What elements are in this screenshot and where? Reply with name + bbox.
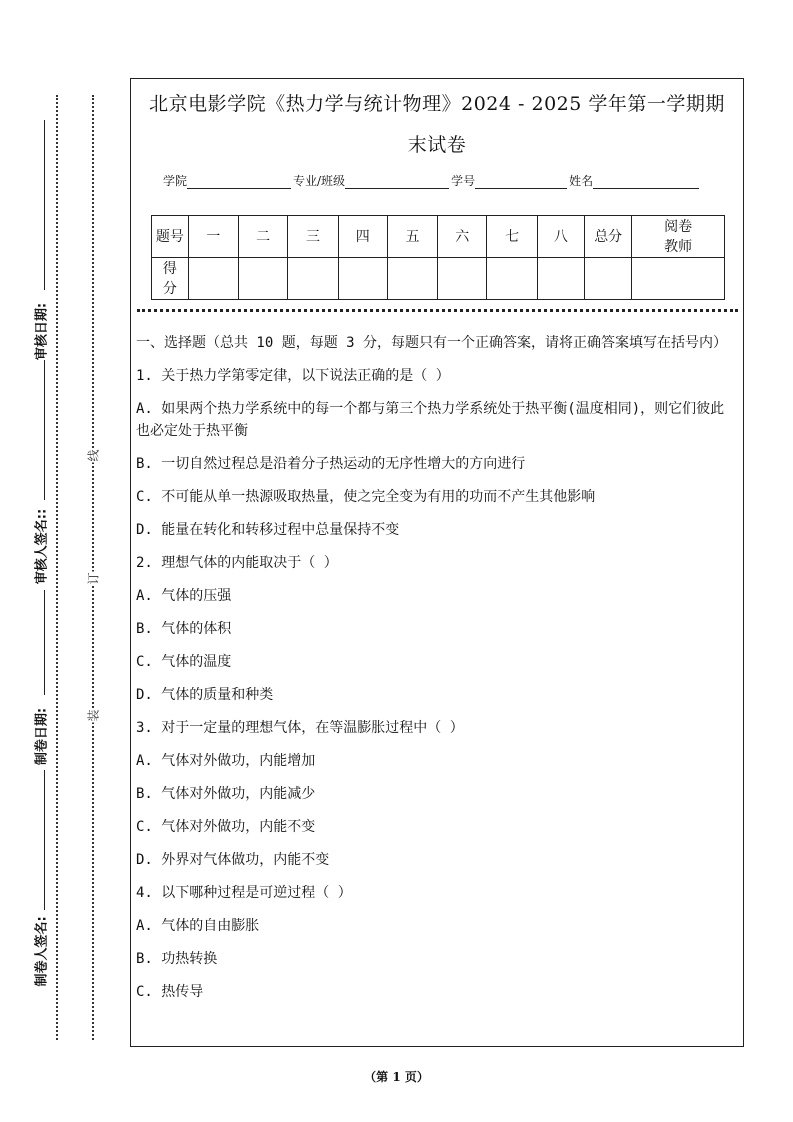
option: B. 气体对外做功，内能减少 xyxy=(136,786,316,802)
author-signature-underline xyxy=(44,770,45,910)
score-cell[interactable] xyxy=(585,258,632,300)
score-cell[interactable] xyxy=(487,258,537,300)
question: 1. 关于热力学第零定律，以下说法正确的是（ ） xyxy=(136,368,450,384)
score-cell[interactable] xyxy=(188,258,238,300)
header-cell: 四 xyxy=(338,216,387,258)
review-date-underline xyxy=(44,120,45,290)
option: C. 气体对外做功，内能不变 xyxy=(136,819,316,835)
question: 3. 对于一定量的理想气体，在等温膨胀过程中（ ） xyxy=(136,720,464,736)
section-divider xyxy=(137,309,738,312)
questions xyxy=(136,332,738,1014)
paper-date-label: 制卷日期: xyxy=(34,707,50,766)
score-cell[interactable] xyxy=(338,258,387,300)
reviewer-signature-label: 审核人签名:: xyxy=(34,508,50,585)
binding-char-xian: 线 xyxy=(86,449,101,462)
student-id-field[interactable] xyxy=(475,174,567,189)
name-field[interactable] xyxy=(593,174,699,189)
option: D. 外界对气体做功，内能不变 xyxy=(136,852,330,868)
header-cell: 总分 xyxy=(585,216,632,258)
score-cell[interactable] xyxy=(239,258,288,300)
question: 2. 理想气体的内能取决于（ ） xyxy=(136,555,338,571)
score-table xyxy=(151,215,725,300)
header-cell: 阅卷教师 xyxy=(632,216,725,258)
option: B. 功热转换 xyxy=(136,951,218,967)
review-date-label: 审核日期: xyxy=(34,302,50,361)
field-label-name: 姓名 xyxy=(569,174,594,188)
score-cell[interactable] xyxy=(387,258,437,300)
option: B. 一切自然过程总是沿着分子热运动的无序性增大的方向进行 xyxy=(136,456,526,472)
question: 4. 以下哪种过程是可逆过程（ ） xyxy=(136,885,352,901)
score-cell[interactable] xyxy=(537,258,584,300)
exam-title-line2: 末试卷 xyxy=(407,134,467,156)
option: A. 如果两个热力学系统中的每一个都与第三个热力学系统处于热平衡(温度相同)，则它们彼此也必定处于热平衡 xyxy=(136,401,725,439)
field-label-id: 学号 xyxy=(451,174,476,188)
binding-char-zhuang: 装 xyxy=(86,709,101,722)
header-cell: 六 xyxy=(438,216,487,258)
option: C. 热传导 xyxy=(136,984,204,1000)
score-cell[interactable] xyxy=(632,258,725,300)
score-row-label: 得分 xyxy=(152,258,189,300)
reviewer-signature-underline xyxy=(44,360,45,500)
paper-date-underline xyxy=(44,590,45,695)
option: B. 气体的体积 xyxy=(136,621,232,637)
score-table-header-row xyxy=(152,216,725,258)
student-info-fields xyxy=(163,172,701,189)
exam-title-line1: 北京电影学院《热力学与统计物理》2024 - 2025 学年第一学期期 xyxy=(149,93,725,115)
option: D. 能量在转化和转移过程中总量保持不变 xyxy=(136,522,400,538)
score-cell[interactable] xyxy=(288,258,338,300)
binding-line xyxy=(92,95,94,1040)
binding-char-ding: 订 xyxy=(86,572,101,585)
header-cell: 八 xyxy=(537,216,584,258)
field-label-major: 专业/班级 xyxy=(293,174,346,188)
score-table-score-row xyxy=(152,258,725,300)
header-cell: 一 xyxy=(188,216,238,258)
college-field[interactable] xyxy=(187,174,291,189)
section-heading: 一、选择题（总共 10 题，每题 3 分，每题只有一个正确答案，请将正确答案填写在括号内） xyxy=(136,335,727,351)
header-cell: 题号 xyxy=(152,216,189,258)
option: A. 气体的自由膨胀 xyxy=(136,918,260,934)
option: D. 气体的质量和种类 xyxy=(136,687,274,703)
option: C. 不可能从单一热源吸取热量，使之完全变为有用的功而不产生其他影响 xyxy=(136,489,596,505)
option: C. 气体的温度 xyxy=(136,654,232,670)
score-cell[interactable] xyxy=(438,258,487,300)
option: A. 气体对外做功，内能增加 xyxy=(136,753,316,769)
major-class-field[interactable] xyxy=(345,174,449,189)
cut-line-outer xyxy=(56,95,58,1040)
author-signature-label: 制卷人签名: xyxy=(34,916,50,987)
header-cell: 二 xyxy=(239,216,288,258)
page-number: （第 1 页） xyxy=(364,1070,429,1084)
header-cell: 七 xyxy=(487,216,537,258)
header-cell: 三 xyxy=(288,216,338,258)
header-cell: 五 xyxy=(387,216,437,258)
field-label-college: 学院 xyxy=(163,174,188,188)
option: A. 气体的压强 xyxy=(136,588,232,604)
